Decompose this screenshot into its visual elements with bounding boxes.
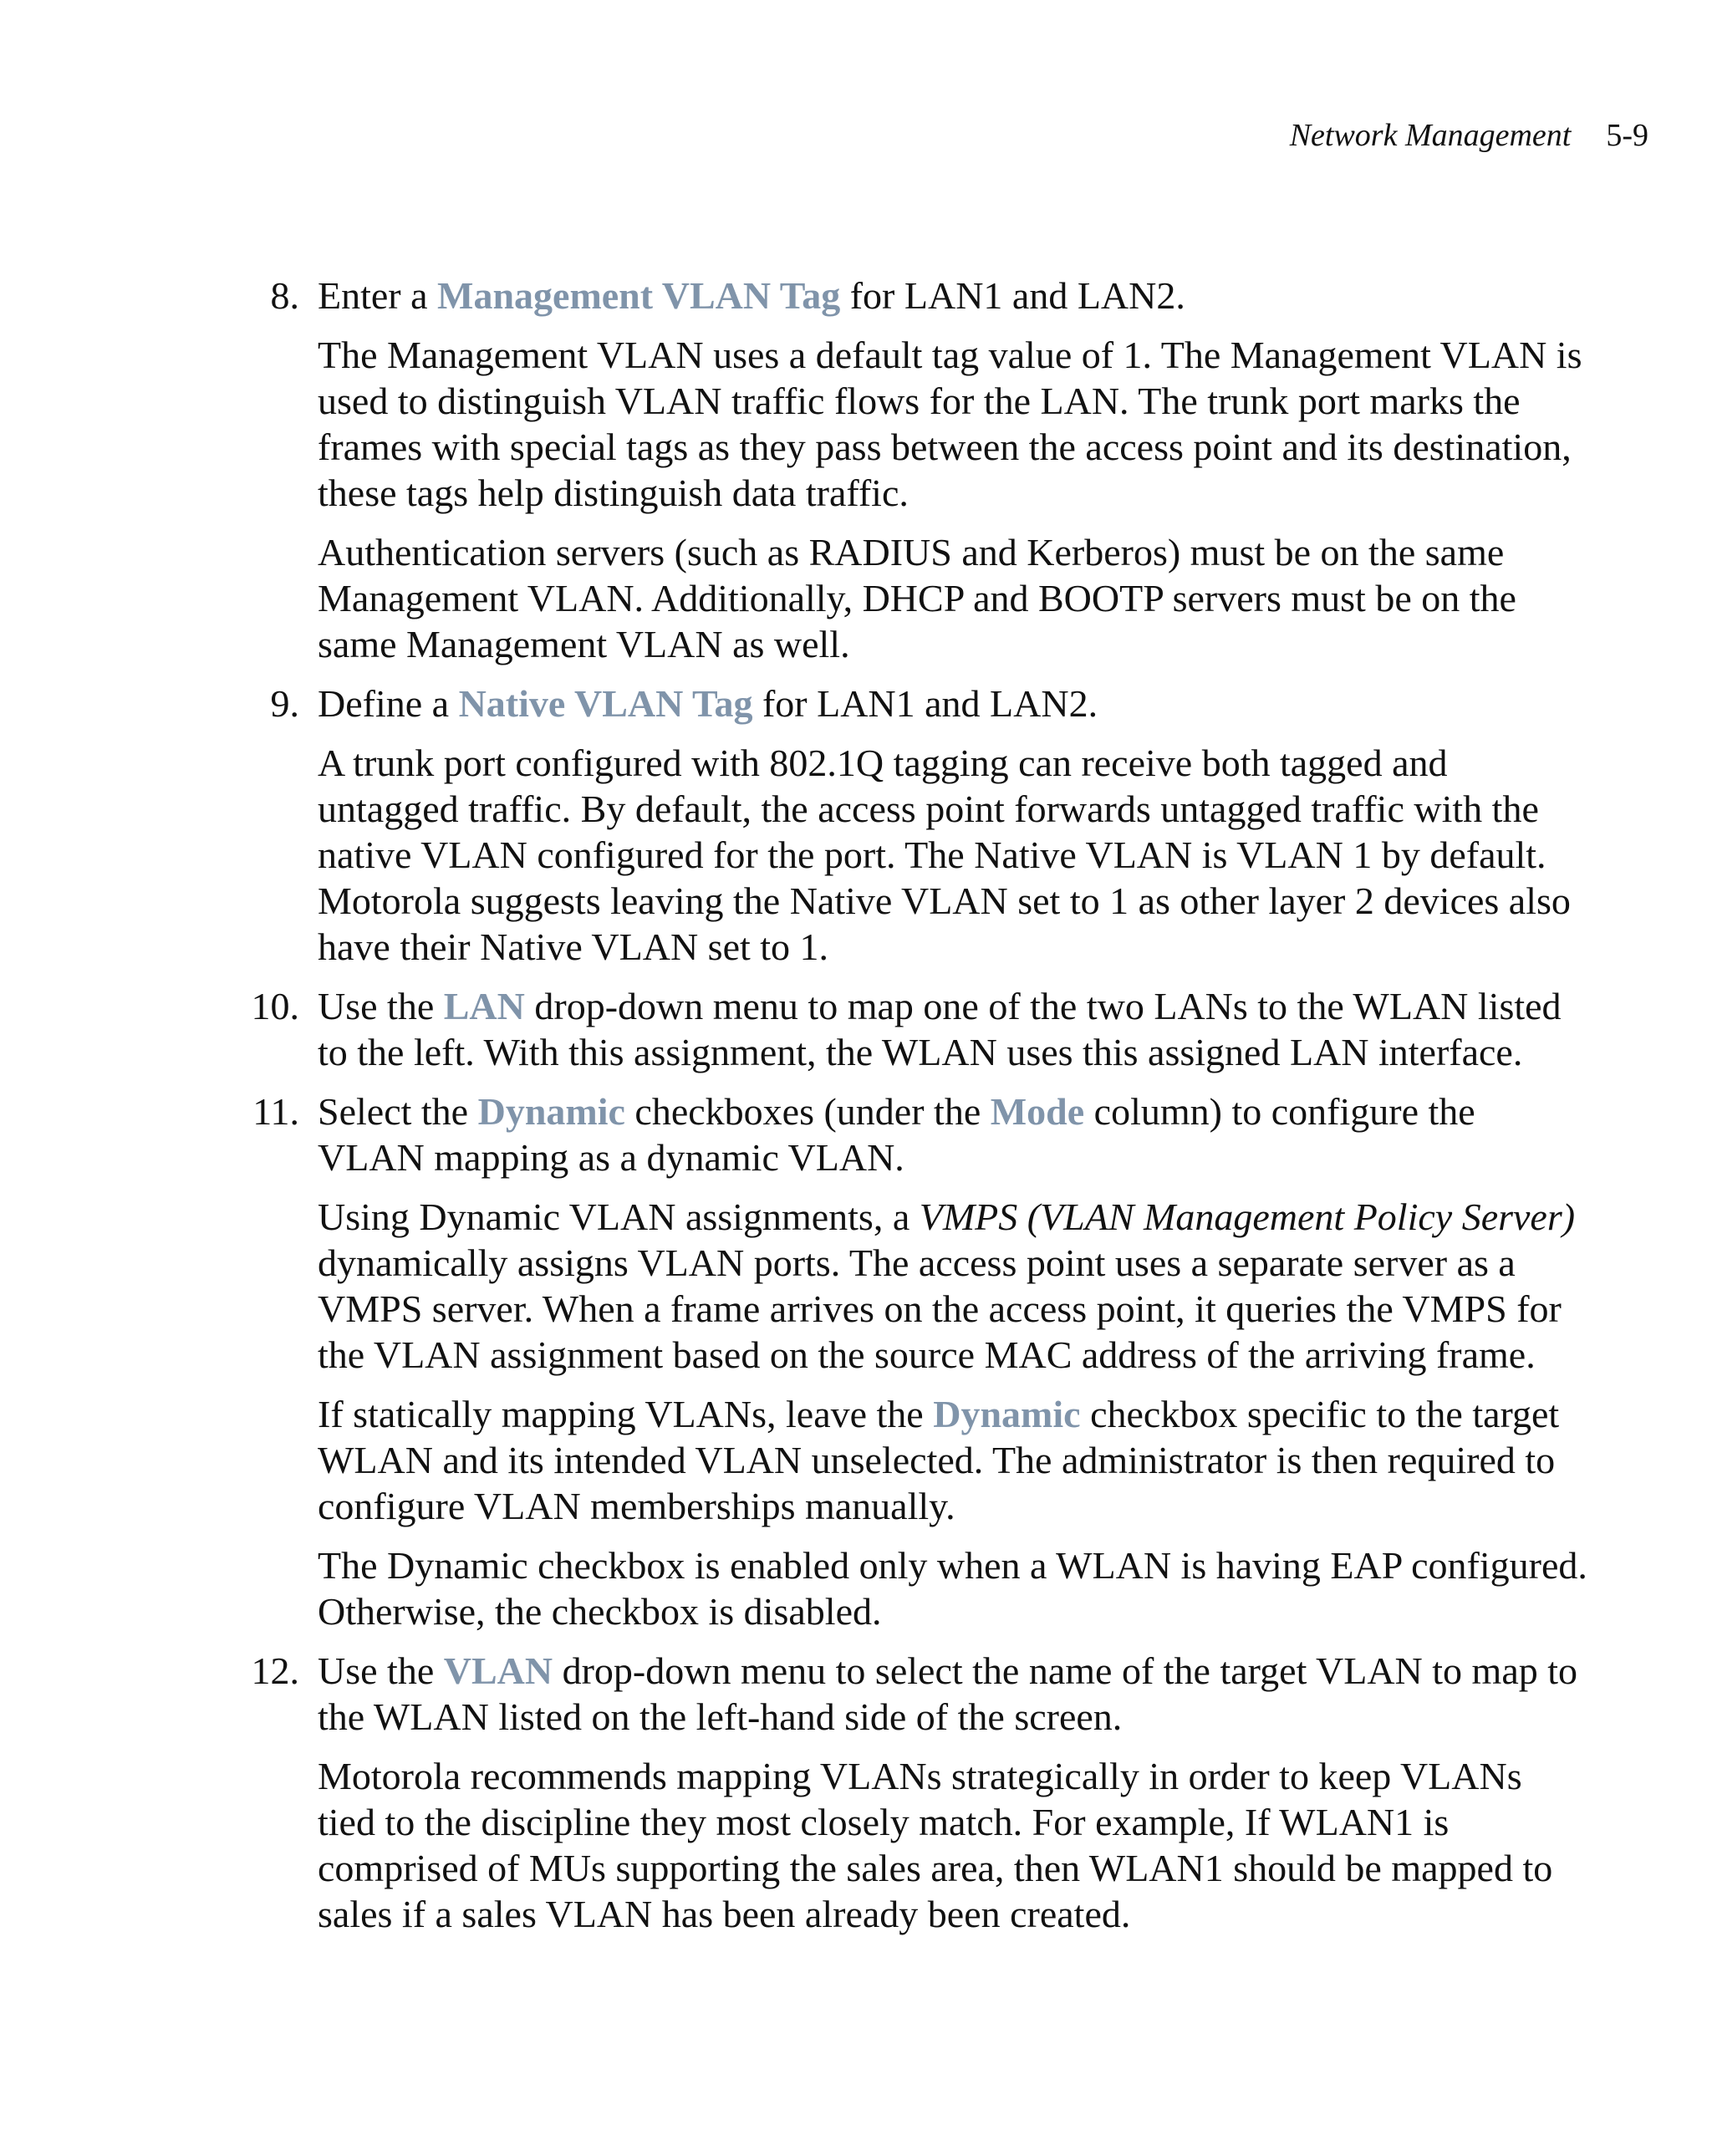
step-number: 9. <box>270 682 299 725</box>
paragraph: Motorola recommends mapping VLANs strategically in order to keep VLANs tied to the discipline they most closely match. For example, If WLAN1 is comprised of MUs supporting the sales area, then WLAN1 should be mapped to sales if a sales VLAN has been already been created. <box>318 1755 1553 1935</box>
step-10 <box>251 983 1588 1075</box>
step-11 <box>252 1088 1588 1180</box>
document-body <box>251 273 1588 1950</box>
vmps-term: VMPS (VLAN Management Policy Server) <box>919 1195 1576 1238</box>
paragraph: Authentication servers (such as RADIUS and Kerberos) must be on the same Management VLAN. Additionally, DHCP and BOOTP servers must be on the same Management VLAN as well. <box>318 531 1516 665</box>
step-number: 10. <box>251 985 299 1027</box>
ui-term-dynamic: Dynamic <box>933 1393 1081 1435</box>
ui-term-vlan: VLAN <box>443 1649 553 1692</box>
step-instruction: Select the Dynamic checkboxes (under the Mode column) to configure the VLAN mapping as a dynamic VLAN. <box>318 1090 1475 1179</box>
paragraph: The Management VLAN uses a default tag value of 1. The Management VLAN is used to distinguish VLAN traffic flows for the LAN. The trunk port marks the frames with special tags as they pass between the access point and its destination, these tags help distinguish data traffic. <box>318 334 1582 514</box>
step-instruction: Enter a Management VLAN Tag for LAN1 and LAN2. <box>318 274 1185 317</box>
paragraph: If statically mapping VLANs, leave the Dynamic checkbox specific to the target WLAN and its intended VLAN unselected. The administrator is then required to configure VLAN memberships manually. <box>318 1393 1560 1527</box>
ui-term-dynamic: Dynamic <box>477 1090 625 1133</box>
step-instruction: Use the LAN drop-down menu to map one of the two LANs to the WLAN listed to the left. With this assignment, the WLAN uses this assigned LAN interface. <box>318 985 1562 1073</box>
ui-term-mode: Mode <box>990 1090 1085 1133</box>
paragraph: The Dynamic checkbox is enabled only when a WLAN is having EAP configured. Otherwise, the checkbox is disabled. <box>318 1544 1587 1633</box>
ui-term-management-vlan-tag: Management VLAN Tag <box>437 274 841 317</box>
ui-term-lan: LAN <box>443 985 525 1027</box>
step-instruction: Use the VLAN drop-down menu to select the name of the target VLAN to map to the WLAN listed on the left-hand side of the screen. <box>318 1649 1578 1738</box>
step-9 <box>270 680 1588 726</box>
paragraph: Using Dynamic VLAN assignments, a VMPS (VLAN Management Policy Server) dynamically assigns VLAN ports. The access point uses a separate server as a VMPS server. When a frame arrives on the access point, it queries the VMPS for the VLAN assignment based on the source MAC address of the arriving frame. <box>318 1195 1576 1376</box>
ui-term-native-vlan-tag: Native VLAN Tag <box>458 682 753 725</box>
running-header <box>1290 115 1648 155</box>
page-number: 5-9 <box>1606 118 1648 153</box>
step-12 <box>251 1648 1588 1740</box>
step-number: 11. <box>252 1090 299 1133</box>
step-number: 12. <box>251 1649 299 1692</box>
step-number: 8. <box>270 274 299 317</box>
step-8 <box>270 273 1588 319</box>
paragraph: A trunk port configured with 802.1Q tagging can receive both tagged and untagged traffic. By default, the access point forwards untagged traffic with the native VLAN configured for the port. The Native VLAN is VLAN 1 by default. Motorola suggests leaving the Native VLAN set to 1 as other layer 2 devices also have their Native VLAN set to 1. <box>318 742 1571 968</box>
step-instruction: Define a Native VLAN Tag for LAN1 and LAN2. <box>318 682 1098 725</box>
section-title: Network Management <box>1289 118 1572 153</box>
